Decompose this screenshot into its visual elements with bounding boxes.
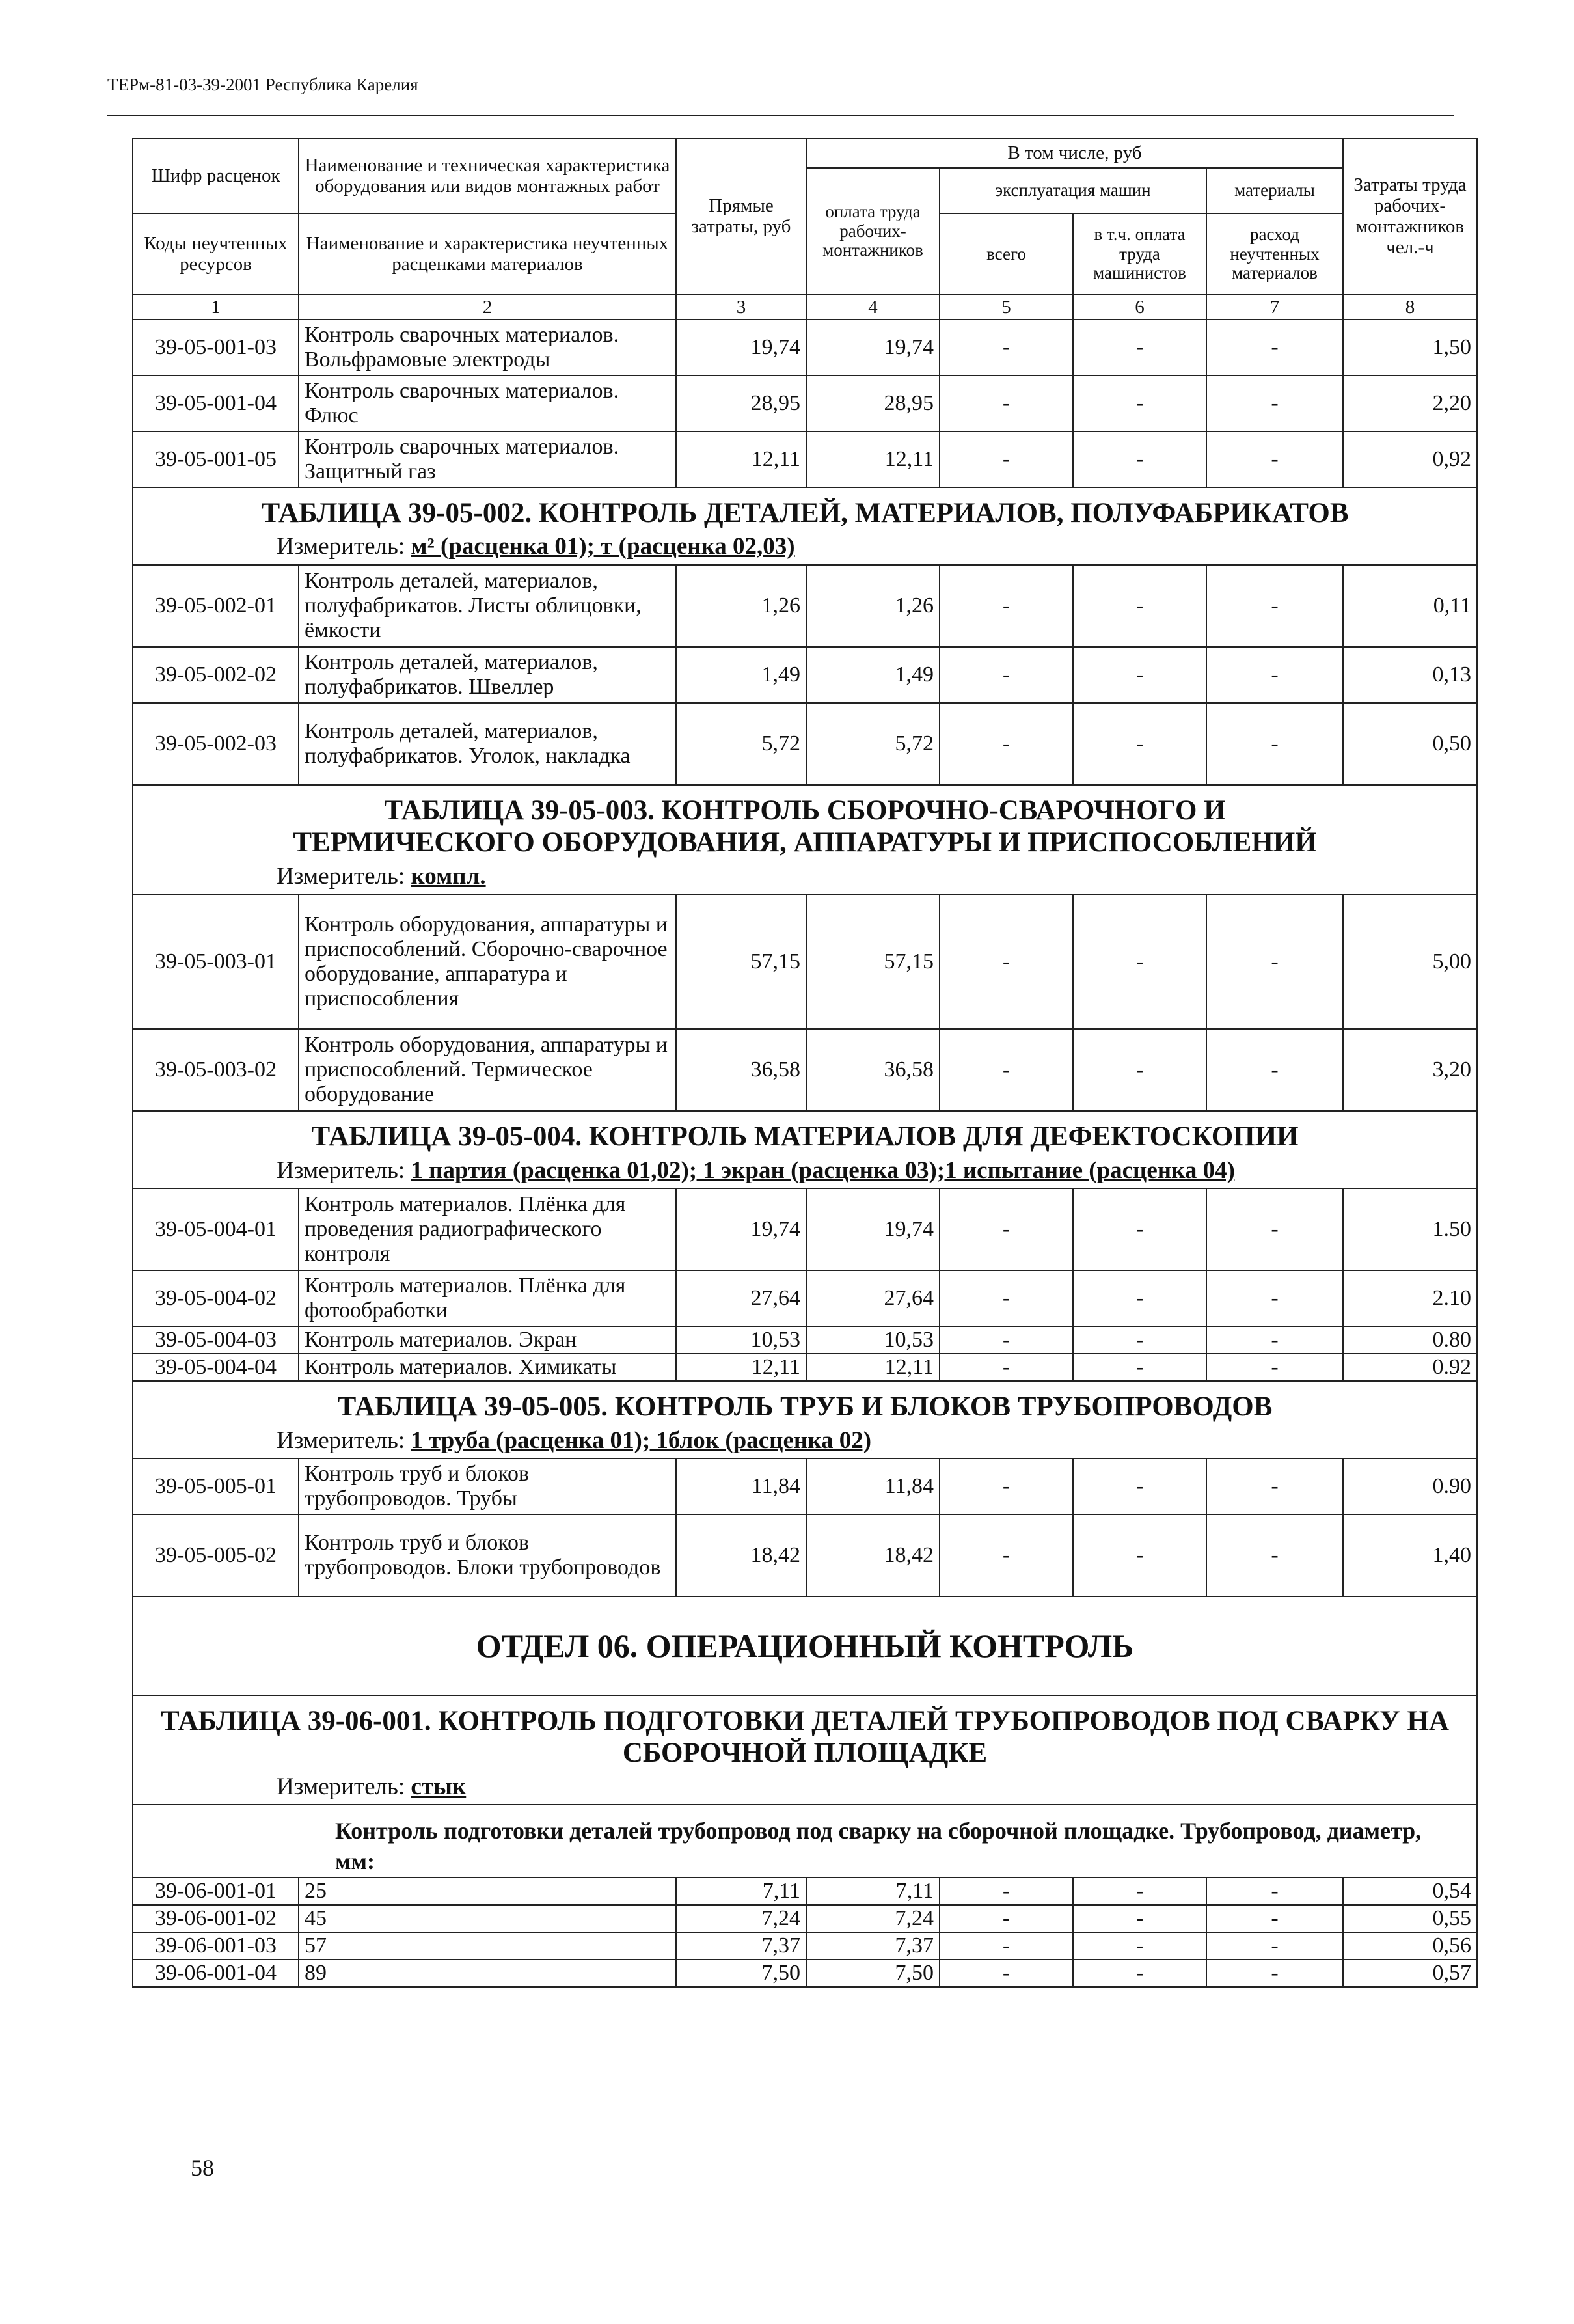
rate-description: Контроль труб и блоков трубопроводов. Блоки трубопроводов xyxy=(299,1514,676,1596)
rate-code: 39-05-004-03 xyxy=(133,1326,299,1354)
measure-row xyxy=(133,1425,1477,1458)
rate-code: 39-05-003-02 xyxy=(133,1029,299,1111)
wage-cost: 12,11 xyxy=(806,431,940,487)
rate-description: Контроль сварочных материалов. Вольфрамовые электроды xyxy=(299,320,676,376)
rate-description: Контроль сварочных материалов. Флюс xyxy=(299,376,676,431)
materials-cost: - xyxy=(1206,1188,1343,1270)
materials-cost: - xyxy=(1206,1270,1343,1326)
direct-cost: 7,24 xyxy=(676,1905,806,1932)
measure-label: Измеритель: xyxy=(277,1427,405,1454)
rate-code: 39-06-001-04 xyxy=(133,1960,299,1987)
col-number: 3 xyxy=(676,295,806,320)
section-title-row xyxy=(133,487,1477,530)
rate-code: 39-06-001-03 xyxy=(133,1932,299,1960)
direct-cost: 57,15 xyxy=(676,894,806,1029)
measure-row xyxy=(133,1155,1477,1188)
materials-cost: - xyxy=(1206,565,1343,647)
table-row xyxy=(133,376,1477,431)
section-title-row xyxy=(133,1695,1477,1771)
materials-cost: - xyxy=(1206,894,1343,1029)
labor-hours: 3,20 xyxy=(1343,1029,1477,1111)
labor-hours: 0,55 xyxy=(1343,1905,1477,1932)
direct-cost: 7,37 xyxy=(676,1932,806,1960)
machine-wage: - xyxy=(1073,1029,1206,1111)
machine-total: - xyxy=(940,1878,1073,1905)
page-number: 58 xyxy=(191,2155,214,2181)
wage-cost: 18,42 xyxy=(806,1514,940,1596)
machine-total: - xyxy=(940,565,1073,647)
table-row xyxy=(133,647,1477,703)
direct-cost: 5,72 xyxy=(676,703,806,785)
measure-row xyxy=(133,860,1477,894)
col-number: 5 xyxy=(940,295,1073,320)
direct-cost: 19,74 xyxy=(676,1188,806,1270)
materials-cost: - xyxy=(1206,1960,1343,1987)
wage-cost: 7,50 xyxy=(806,1960,940,1987)
machine-wage: - xyxy=(1073,1326,1206,1354)
materials-cost: - xyxy=(1206,1458,1343,1514)
table-row xyxy=(133,1029,1477,1111)
rate-description: Контроль деталей, материалов, полуфабрикатов. Листы облицовки, ёмкости xyxy=(299,565,676,647)
col-number: 6 xyxy=(1073,295,1206,320)
rate-code: 39-05-001-05 xyxy=(133,431,299,487)
machine-total: - xyxy=(940,1905,1073,1932)
machine-total: - xyxy=(940,1270,1073,1326)
header-row-1 xyxy=(133,139,1477,168)
rate-code: 39-05-002-02 xyxy=(133,647,299,703)
rate-code: 39-05-001-03 xyxy=(133,320,299,376)
machine-wage: - xyxy=(1073,1932,1206,1960)
rate-description: Контроль оборудования, аппаратуры и приспособлений. Сборочно-сварочное оборудование, аппаратура и приспособления xyxy=(299,894,676,1029)
materials-cost: - xyxy=(1206,376,1343,431)
machine-total: - xyxy=(940,894,1073,1029)
column-number-row xyxy=(133,295,1477,320)
section-title: ТАБЛИЦА 39-06-001. КОНТРОЛЬ ПОДГОТОВКИ ДЕТАЛЕЙ ТРУБОПРОВОДОВ ПОД СВАРКУ НА СБОРОЧНОЙ ПЛОЩАДКЕ xyxy=(133,1695,1477,1771)
machine-total: - xyxy=(940,1932,1073,1960)
table-row xyxy=(133,565,1477,647)
labor-hours: 0.90 xyxy=(1343,1458,1477,1514)
col-codes-header: Коды неучтенных ресурсов xyxy=(133,213,299,295)
machine-total: - xyxy=(940,703,1073,785)
col-materials-header: материалы xyxy=(1206,168,1343,213)
direct-cost: 19,74 xyxy=(676,320,806,376)
measure-unit xyxy=(133,530,1477,564)
rate-code: 39-05-001-04 xyxy=(133,376,299,431)
rate-description: 57 xyxy=(299,1932,676,1960)
rate-code: 39-06-001-01 xyxy=(133,1878,299,1905)
machine-total: - xyxy=(940,376,1073,431)
machine-wage: - xyxy=(1073,1905,1206,1932)
labor-hours: 1,50 xyxy=(1343,320,1477,376)
measure-value: 1 труба (расценка 01); 1блок (расценка 02) xyxy=(411,1427,872,1454)
wage-cost: 5,72 xyxy=(806,703,940,785)
machine-wage: - xyxy=(1073,1878,1206,1905)
table-row xyxy=(133,1905,1477,1932)
measure-row xyxy=(133,530,1477,564)
direct-cost: 27,64 xyxy=(676,1270,806,1326)
wage-cost: 7,24 xyxy=(806,1905,940,1932)
col-incl-header: В том числе, руб xyxy=(806,139,1343,168)
rate-code: 39-05-005-02 xyxy=(133,1514,299,1596)
labor-hours: 5,00 xyxy=(1343,894,1477,1029)
table-row xyxy=(133,1960,1477,1987)
col-shifr-header: Шифр расценок xyxy=(133,139,299,213)
labor-hours: 1.50 xyxy=(1343,1188,1477,1270)
measure-value: м² (расценка 01); т (расценка 02,03) xyxy=(411,533,795,560)
direct-cost: 36,58 xyxy=(676,1029,806,1111)
labor-hours: 0,50 xyxy=(1343,703,1477,785)
col-consumption-header: расход неучтенных материалов xyxy=(1206,213,1343,295)
rate-description: Контроль труб и блоков трубопроводов. Трубы xyxy=(299,1458,676,1514)
col-number: 7 xyxy=(1206,295,1343,320)
section-title: ТАБЛИЦА 39-05-004. КОНТРОЛЬ МАТЕРИАЛОВ ДЛЯ ДЕФЕКТОСКОПИИ xyxy=(133,1111,1477,1154)
table-row xyxy=(133,1878,1477,1905)
col-machines-header: эксплуатация машин xyxy=(940,168,1206,213)
machine-total: - xyxy=(940,1458,1073,1514)
measure-label: Измеритель: xyxy=(277,862,405,890)
labor-hours: 0,56 xyxy=(1343,1932,1477,1960)
table-row xyxy=(133,320,1477,376)
rate-description: Контроль оборудования, аппаратуры и приспособлений. Термическое оборудование xyxy=(299,1029,676,1111)
machine-wage: - xyxy=(1073,1188,1206,1270)
wage-cost: 36,58 xyxy=(806,1029,940,1111)
labor-hours: 2,20 xyxy=(1343,376,1477,431)
rate-code: 39-05-002-01 xyxy=(133,565,299,647)
table-row xyxy=(133,703,1477,785)
col-number: 8 xyxy=(1343,295,1477,320)
materials-cost: - xyxy=(1206,1878,1343,1905)
subheading-row xyxy=(133,1805,1477,1878)
labor-hours: 0,13 xyxy=(1343,647,1477,703)
rate-description: 45 xyxy=(299,1905,676,1932)
table-row xyxy=(133,1354,1477,1381)
materials-cost: - xyxy=(1206,1514,1343,1596)
rate-code: 39-05-002-03 xyxy=(133,703,299,785)
materials-cost: - xyxy=(1206,320,1343,376)
machine-wage: - xyxy=(1073,1458,1206,1514)
materials-cost: - xyxy=(1206,1932,1343,1960)
department-title: ОТДЕЛ 06. ОПЕРАЦИОННЫЙ КОНТРОЛЬ xyxy=(133,1596,1477,1695)
machine-total: - xyxy=(940,1960,1073,1987)
materials-cost: - xyxy=(1206,1029,1343,1111)
labor-hours: 0,54 xyxy=(1343,1878,1477,1905)
machine-wage: - xyxy=(1073,320,1206,376)
measure-unit xyxy=(133,1155,1477,1188)
direct-cost: 11,84 xyxy=(676,1458,806,1514)
wage-cost: 1,49 xyxy=(806,647,940,703)
col-number: 1 xyxy=(133,295,299,320)
rate-code: 39-05-004-02 xyxy=(133,1270,299,1326)
labor-hours: 0.92 xyxy=(1343,1354,1477,1381)
machine-total: - xyxy=(940,320,1073,376)
machine-total: - xyxy=(940,1029,1073,1111)
labor-hours: 1,40 xyxy=(1343,1514,1477,1596)
col-name-top-header: Наименование и техническая характеристика оборудования или видов монтажных работ xyxy=(299,139,676,213)
wage-cost: 19,74 xyxy=(806,1188,940,1270)
table-row xyxy=(133,431,1477,487)
direct-cost: 1,49 xyxy=(676,647,806,703)
materials-cost: - xyxy=(1206,1354,1343,1381)
col-number: 4 xyxy=(806,295,940,320)
table-row xyxy=(133,1270,1477,1326)
machine-wage: - xyxy=(1073,565,1206,647)
direct-cost: 28,95 xyxy=(676,376,806,431)
labor-hours: 0,57 xyxy=(1343,1960,1477,1987)
machine-total: - xyxy=(940,1514,1073,1596)
measure-unit xyxy=(133,1771,1477,1805)
machine-wage: - xyxy=(1073,647,1206,703)
materials-cost: - xyxy=(1206,703,1343,785)
machine-wage: - xyxy=(1073,431,1206,487)
measure-label: Измеритель: xyxy=(277,533,405,560)
col-name-bottom-header: Наименование и характеристика неучтенных расценками материалов xyxy=(299,213,676,295)
rate-code: 39-06-001-02 xyxy=(133,1905,299,1932)
table-row xyxy=(133,894,1477,1029)
wage-cost: 57,15 xyxy=(806,894,940,1029)
col-incl-wage-header: в т.ч. оплата труда машинистов xyxy=(1073,213,1206,295)
machine-total: - xyxy=(940,1188,1073,1270)
labor-hours: 2.10 xyxy=(1343,1270,1477,1326)
rate-description: Контроль материалов. Плёнка для проведения радиографического контроля xyxy=(299,1188,676,1270)
section-title: ТАБЛИЦА 39-05-003. КОНТРОЛЬ СБОРОЧНО-СВАРОЧНОГО И ТЕРМИЧЕСКОГО ОБОРУДОВАНИЯ, АППАРАТУРЫ И ПРИСПОСОБЛЕНИЙ xyxy=(133,785,1477,860)
direct-cost: 12,11 xyxy=(676,1354,806,1381)
machine-wage: - xyxy=(1073,703,1206,785)
col-direct-header: Прямые затраты, руб xyxy=(676,139,806,295)
direct-cost: 10,53 xyxy=(676,1326,806,1354)
wage-cost: 27,64 xyxy=(806,1270,940,1326)
subheading: Контроль подготовки деталей трубопровод под сварку на сборочной площадке. Трубопровод, диаметр, мм: xyxy=(133,1805,1477,1878)
measure-value: 1 партия (расценка 01,02); 1 экран (расценка 03);1 испытание (расценка 04) xyxy=(411,1156,1235,1184)
machine-wage: - xyxy=(1073,894,1206,1029)
machine-wage: - xyxy=(1073,376,1206,431)
measure-row xyxy=(133,1771,1477,1805)
machine-wage: - xyxy=(1073,1514,1206,1596)
rate-code: 39-05-004-01 xyxy=(133,1188,299,1270)
wage-cost: 1,26 xyxy=(806,565,940,647)
wage-cost: 7,37 xyxy=(806,1932,940,1960)
rate-description: Контроль материалов. Плёнка для фотообработки xyxy=(299,1270,676,1326)
col-total-header: всего xyxy=(940,213,1073,295)
table-row xyxy=(133,1514,1477,1596)
section-title: ТАБЛИЦА 39-05-005. КОНТРОЛЬ ТРУБ И БЛОКОВ ТРУБОПРОВОДОВ xyxy=(133,1381,1477,1424)
section-title-row xyxy=(133,1381,1477,1424)
table-row xyxy=(133,1458,1477,1514)
direct-cost: 7,50 xyxy=(676,1960,806,1987)
rate-code: 39-05-004-04 xyxy=(133,1354,299,1381)
table-row xyxy=(133,1326,1477,1354)
labor-hours: 0,11 xyxy=(1343,565,1477,647)
rate-description: Контроль деталей, материалов, полуфабрикатов. Швеллер xyxy=(299,647,676,703)
materials-cost: - xyxy=(1206,1905,1343,1932)
wage-cost: 12,11 xyxy=(806,1354,940,1381)
measure-value: стык xyxy=(411,1773,467,1800)
section-title-row xyxy=(133,785,1477,860)
department-row xyxy=(133,1596,1477,1695)
rate-description: 89 xyxy=(299,1960,676,1987)
labor-hours: 0,92 xyxy=(1343,431,1477,487)
col-wage-header: оплата труда рабочих-монтажников xyxy=(806,168,940,295)
measure-label: Измеритель: xyxy=(277,1156,405,1184)
direct-cost: 7,11 xyxy=(676,1878,806,1905)
machine-total: - xyxy=(940,1326,1073,1354)
rate-code: 39-05-005-01 xyxy=(133,1458,299,1514)
machine-total: - xyxy=(940,1354,1073,1381)
materials-cost: - xyxy=(1206,1326,1343,1354)
measure-value: компл. xyxy=(411,862,486,890)
col-labor-header: Затраты труда рабочих-монтажников чел.-ч xyxy=(1343,139,1477,295)
section-title-row xyxy=(133,1111,1477,1154)
header-rule xyxy=(107,115,1454,116)
materials-cost: - xyxy=(1206,647,1343,703)
col-number: 2 xyxy=(299,295,676,320)
wage-cost: 7,11 xyxy=(806,1878,940,1905)
price-table xyxy=(132,138,1478,1988)
rate-description: Контроль сварочных материалов. Защитный газ xyxy=(299,431,676,487)
measure-label: Измеритель: xyxy=(277,1773,405,1800)
table-row xyxy=(133,1932,1477,1960)
machine-wage: - xyxy=(1073,1354,1206,1381)
measure-unit xyxy=(133,860,1477,894)
machine-total: - xyxy=(940,431,1073,487)
rate-description: Контроль деталей, материалов, полуфабрикатов. Уголок, накладка xyxy=(299,703,676,785)
wage-cost: 28,95 xyxy=(806,376,940,431)
table-row xyxy=(133,1188,1477,1270)
document-header: ТЕРм-81-03-39-2001 Республика Карелия xyxy=(107,75,418,94)
direct-cost: 18,42 xyxy=(676,1514,806,1596)
direct-cost: 12,11 xyxy=(676,431,806,487)
rate-code: 39-05-003-01 xyxy=(133,894,299,1029)
machine-wage: - xyxy=(1073,1270,1206,1326)
measure-unit xyxy=(133,1425,1477,1458)
rate-description: Контроль материалов. Химикаты xyxy=(299,1354,676,1381)
wage-cost: 19,74 xyxy=(806,320,940,376)
rate-description: Контроль материалов. Экран xyxy=(299,1326,676,1354)
machine-wage: - xyxy=(1073,1960,1206,1987)
rate-description: 25 xyxy=(299,1878,676,1905)
section-title: ТАБЛИЦА 39-05-002. КОНТРОЛЬ ДЕТАЛЕЙ, МАТЕРИАЛОВ, ПОЛУФАБРИКАТОВ xyxy=(133,487,1477,530)
direct-cost: 1,26 xyxy=(676,565,806,647)
wage-cost: 11,84 xyxy=(806,1458,940,1514)
machine-total: - xyxy=(940,647,1073,703)
wage-cost: 10,53 xyxy=(806,1326,940,1354)
materials-cost: - xyxy=(1206,431,1343,487)
labor-hours: 0.80 xyxy=(1343,1326,1477,1354)
